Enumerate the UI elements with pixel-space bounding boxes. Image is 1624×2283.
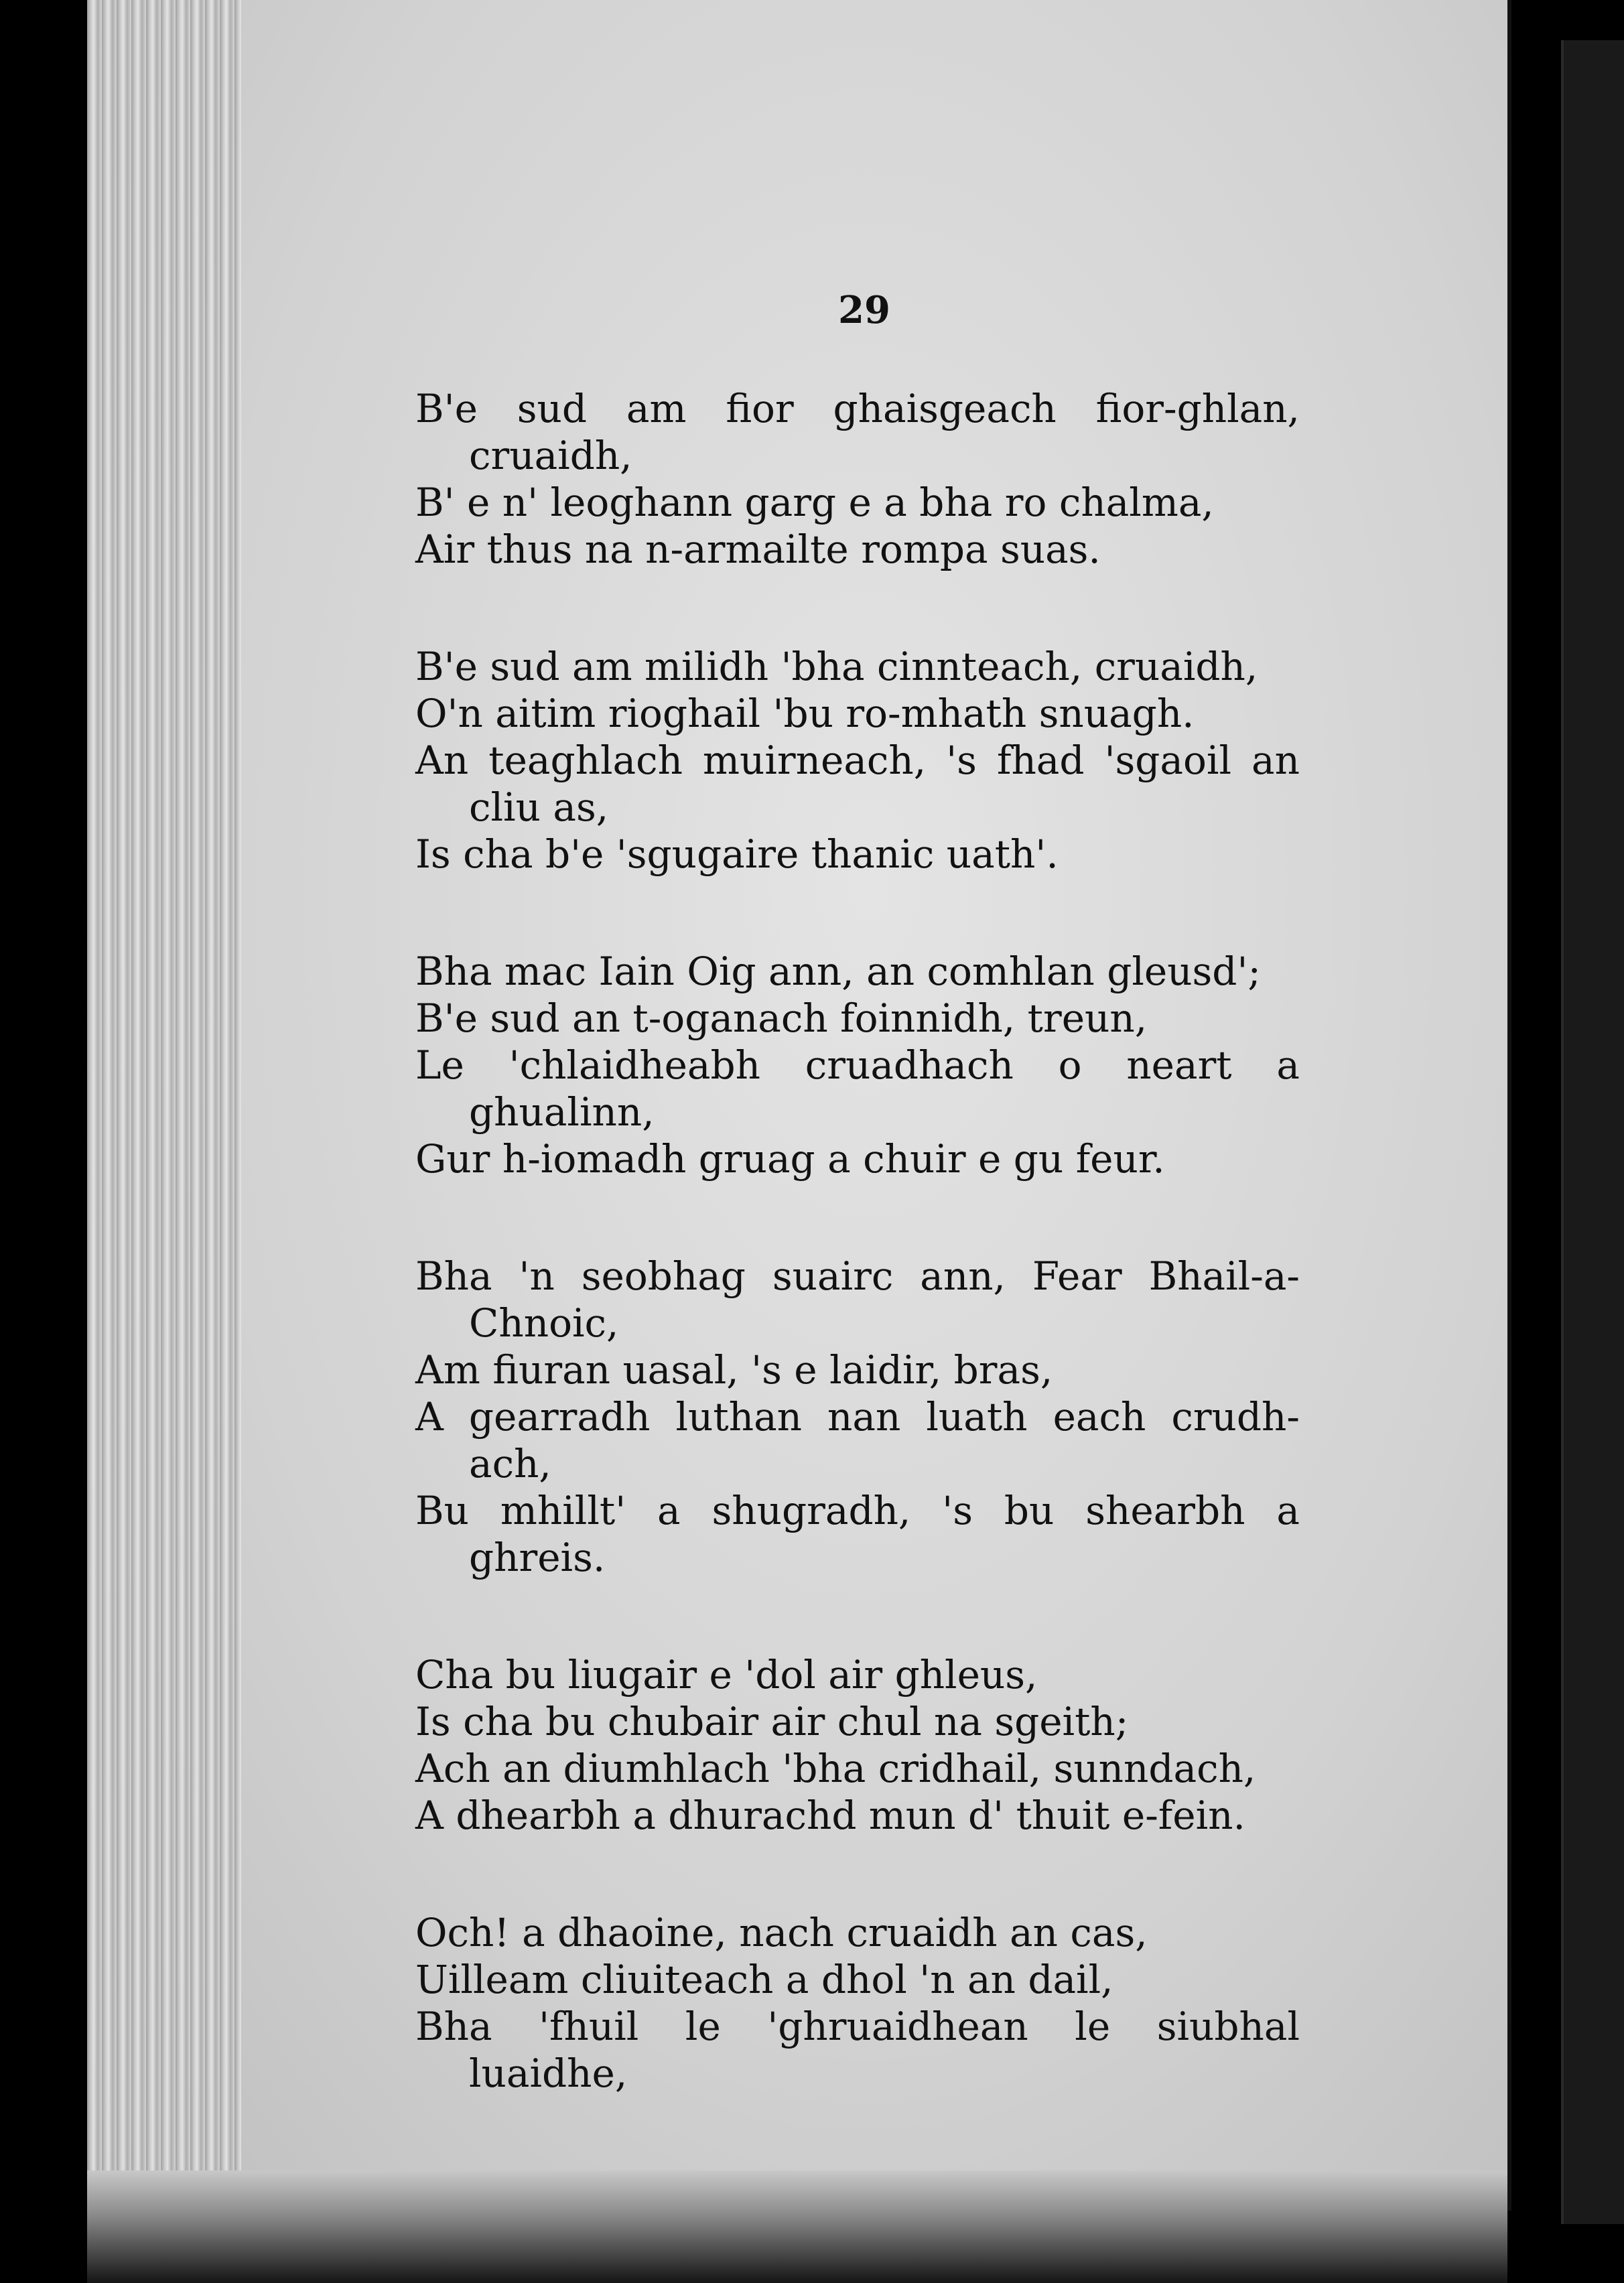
poem-line: Bha mac Iain Oig ann, an comhlan gleusd'; <box>415 949 1261 994</box>
poem-line: A gearradh luthan nan luath each crudh- <box>415 1394 1300 1440</box>
poem-line: An teaghlach muirneach, 's fhad 'sgaoil an <box>415 738 1300 783</box>
poem-text <box>415 385 1300 2167</box>
stanza <box>415 385 1300 573</box>
stanza <box>415 1651 1300 1839</box>
poem-line: Bha 'n seobhag suairc ann, Fear Bhail-a- <box>415 1253 1300 1299</box>
poem-line: Cha bu liugair e 'dol air ghleus, <box>415 1652 1038 1698</box>
poem-line: Bu mhillt' a shugradh, 's bu shearbh a <box>415 1488 1300 1533</box>
poem-line: Is cha bu chubair air chul na sgeith; <box>415 1699 1129 1744</box>
poem-line: Och! a dhaoine, nach cruaidh an cas, <box>415 1910 1148 1955</box>
poem-line: A dhearbh a dhurachd mun d' thuit e-fein. <box>415 1793 1245 1838</box>
poem-line: ach, <box>469 1441 551 1486</box>
poem-line: B'e sud am milidh 'bha cinnteach, cruaidh, <box>415 644 1258 689</box>
page-bottom-shadow <box>87 2170 1507 2283</box>
poem-line: Am fiuran uasal, 's e laidir, bras, <box>415 1347 1053 1393</box>
poem-line: ghualinn, <box>469 1089 655 1135</box>
poem-line: cliu as, <box>469 784 609 830</box>
poem-line: Is cha b'e 'sgugaire thanic uath'. <box>415 831 1059 877</box>
poem-line: cruaidh, <box>469 433 632 478</box>
poem-line: ghreis. <box>469 1535 606 1580</box>
poem-line: Gur h-iomadh gruag a chuir e gu feur. <box>415 1136 1165 1182</box>
poem-line: Le 'chlaidheabh cruadhach o neart a <box>415 1042 1300 1088</box>
poem-line: B' e n' leoghann garg e a bha ro chalma, <box>415 480 1214 525</box>
stanza <box>415 643 1300 878</box>
stanza <box>415 1253 1300 1581</box>
poem-line: Ach an diumhlach 'bha cridhail, sunndach, <box>415 1746 1256 1791</box>
poem-line: B'e sud am fior ghaisgeach fior-ghlan, <box>415 386 1300 431</box>
poem-line: O'n aitim rioghail 'bu ro-mhath snuagh. <box>415 691 1195 736</box>
facing-page-edge <box>1561 40 1624 2224</box>
poem-line: Air thus na n-armailte rompa suas. <box>415 527 1101 572</box>
poem-line: Bha 'fhuil le 'ghruaidhean le siubhal <box>415 2004 1300 2049</box>
poem-line: Uilleam cliuiteach a dhol 'n an dail, <box>415 1957 1113 2002</box>
poem-line: luaidhe, <box>469 2051 628 2096</box>
poem-line: B'e sud an t-oganach foinnidh, treun, <box>415 995 1148 1041</box>
poem-line: Chnoic, <box>469 1300 619 1346</box>
stanza <box>415 948 1300 1182</box>
stanza <box>415 1909 1300 2097</box>
page-number: 29 <box>838 288 890 332</box>
